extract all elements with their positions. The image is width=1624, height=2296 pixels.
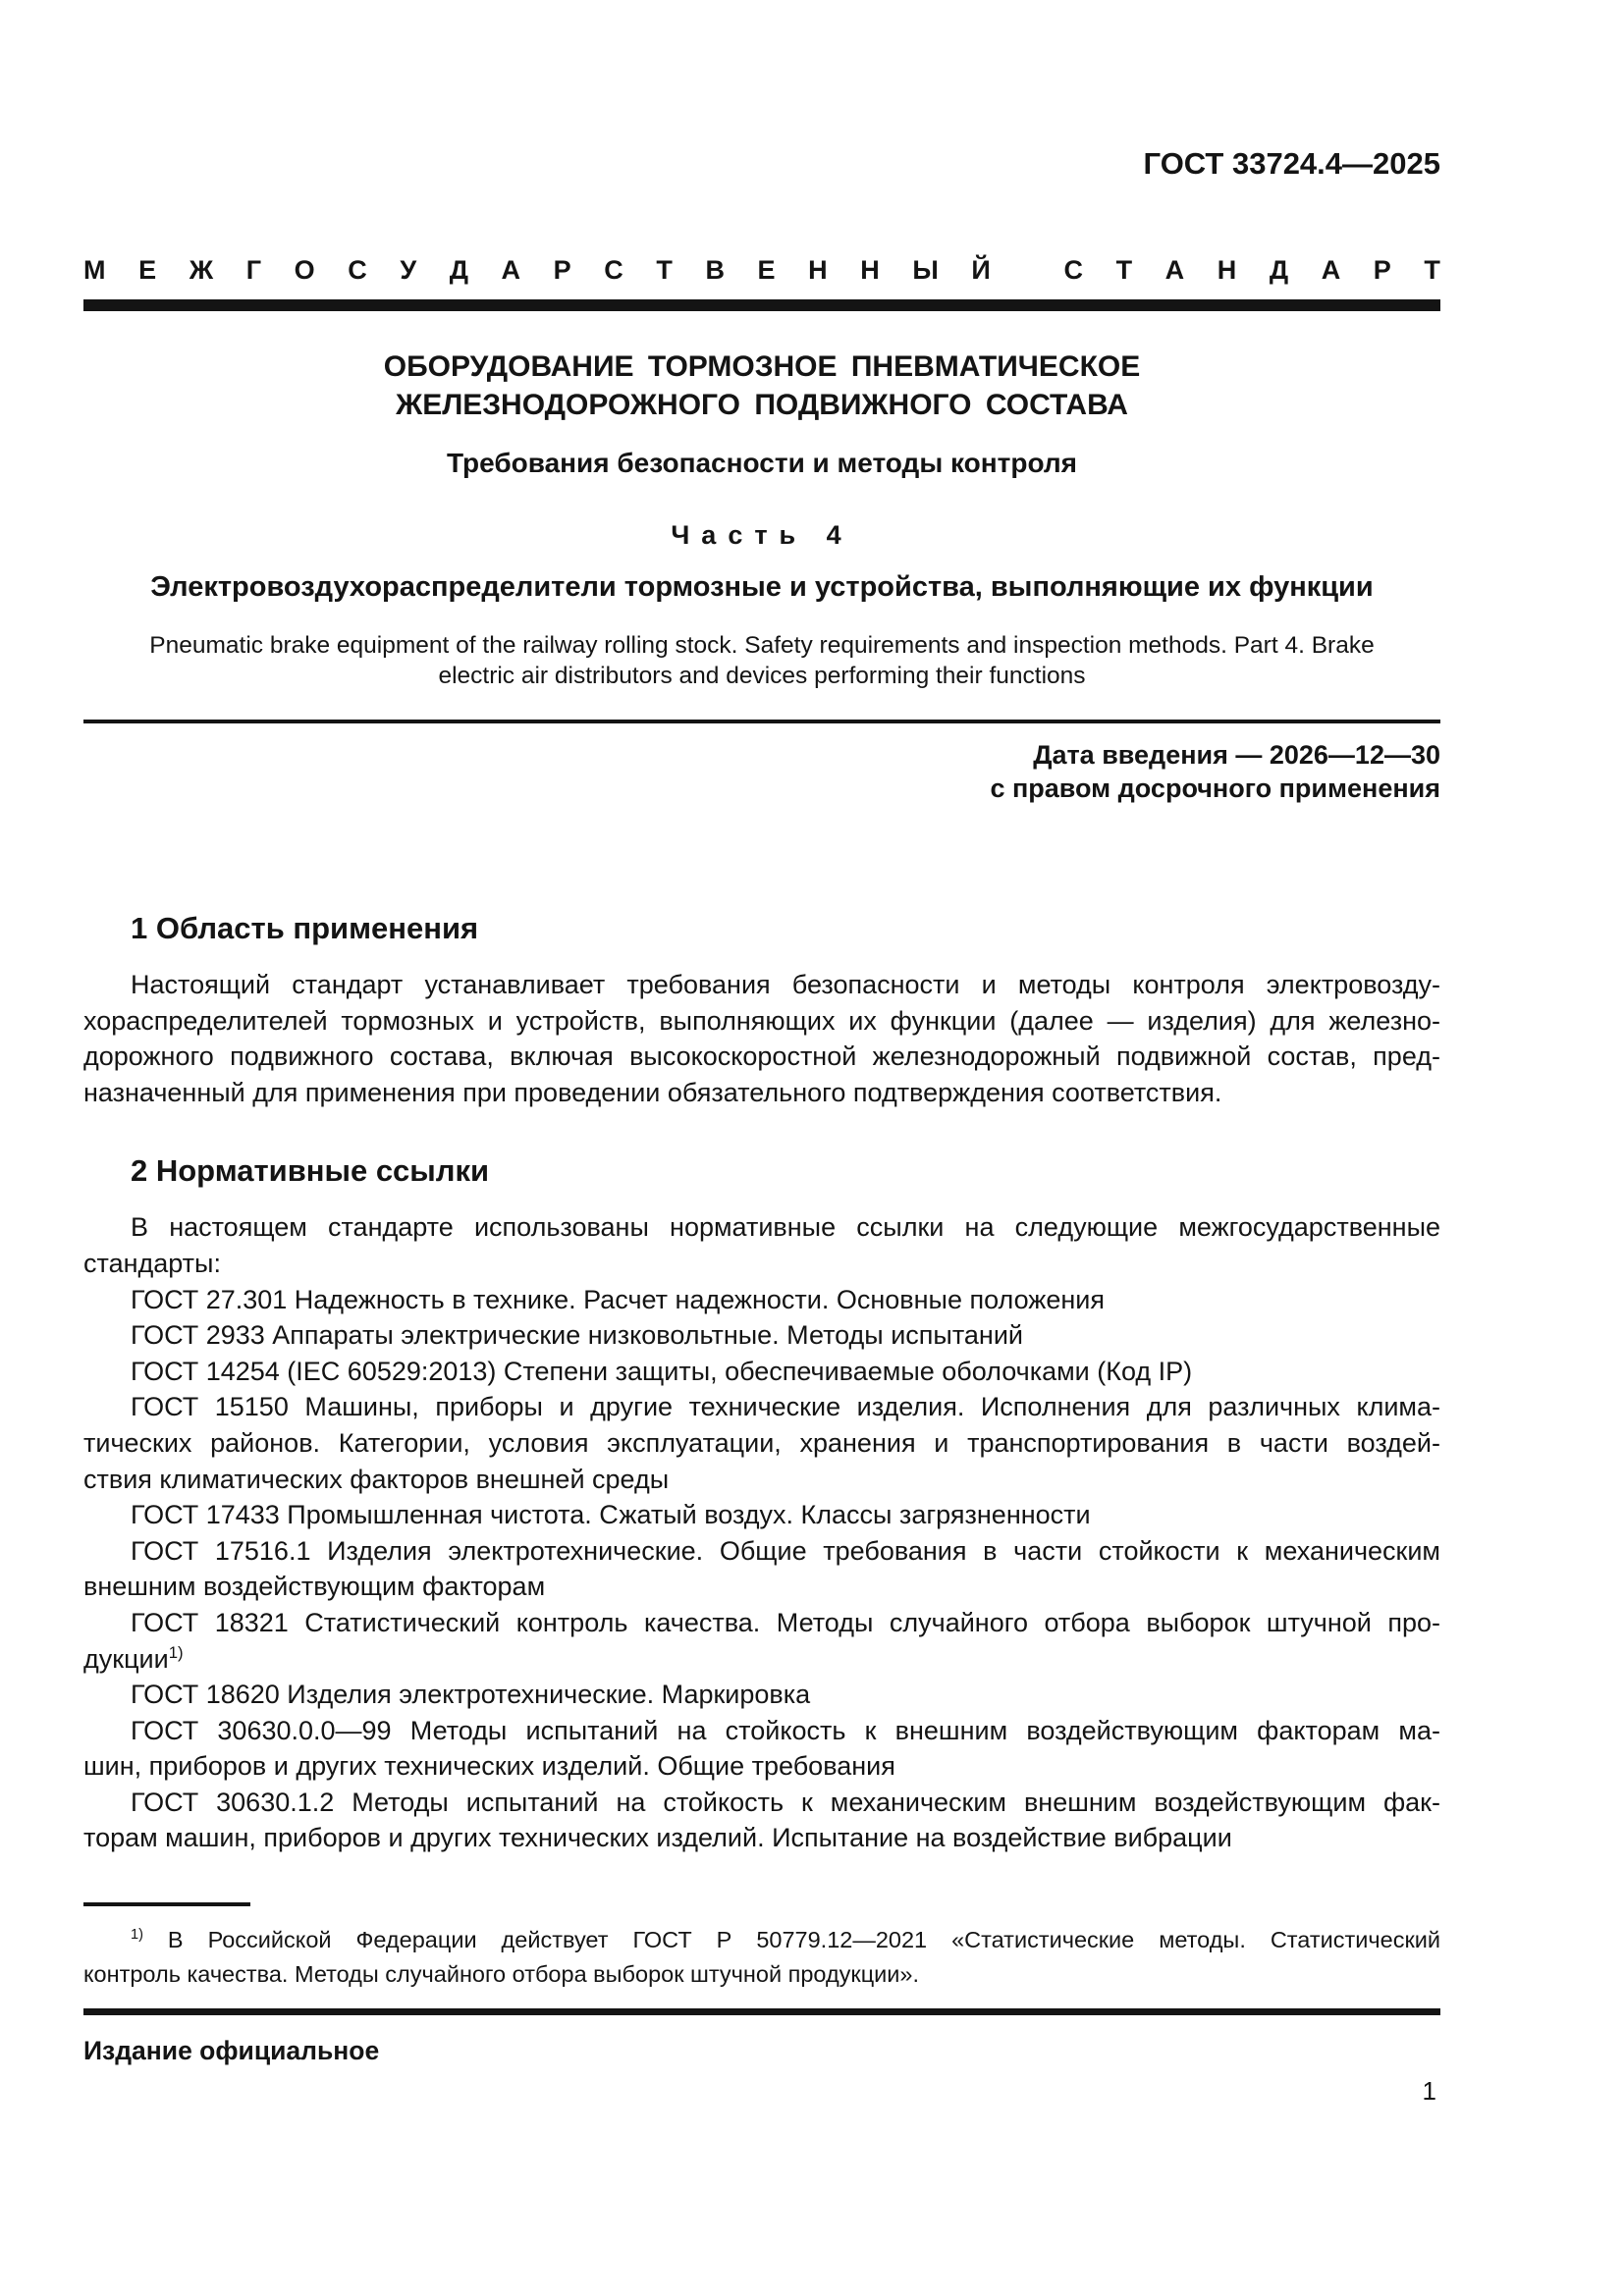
text-line: ГОСТ 14254 (IEC 60529:2013) Степени защиты, обеспечиваемые оболочками (Код IP) [131, 1356, 1193, 1386]
section-scope [83, 911, 1440, 1110]
title-line-1: ОБОРУДОВАНИЕ ТОРМОЗНОЕ ПНЕВМАТИЧЕСКОЕ [383, 350, 1141, 383]
section-1-body [83, 967, 1440, 1110]
text-line: ГОСТ 2933 Аппараты электрические низковольтные. Методы испытаний [131, 1320, 1023, 1351]
title-russian [83, 347, 1440, 424]
text-line: ГОСТ 18321 Статистический контроль качества. Методы случайного отбора выборок штучной про- [131, 1607, 1440, 1637]
text-line: ствия климатических факторов внешней среды [83, 1464, 670, 1494]
text-line: ГОСТ 18620 Изделия электротехнические. Маркировка [131, 1680, 811, 1710]
text-line: торам машин, приборов и других технических изделий. Испытание на воздействие вибрации [83, 1823, 1232, 1853]
banner-rule [83, 299, 1440, 311]
effective-date [83, 738, 1440, 805]
page-content [83, 0, 1440, 2106]
text-line: контроль качества. Методы случайного отбора выборок штучной продукции». [83, 1961, 920, 1988]
text-line: шин, приборов и других технических изделий. Общие требования [83, 1751, 895, 1782]
section-2-body [83, 1209, 1440, 1856]
footer-rule [83, 2008, 1440, 2015]
title-line-2: ЖЕЛЕЗНОДОРОЖНОГО ПОДВИЖНОГО СОСТАВА [396, 389, 1128, 421]
footnote-separator-rule [83, 1902, 250, 1906]
text-line: назначенный для применения при проведении обязательного подтверждения соответствия. [83, 1077, 1222, 1107]
title-english [83, 630, 1440, 691]
text-line: стандарты: [83, 1248, 221, 1278]
section-1-heading: 1 Область применения [131, 911, 479, 945]
section-normative-references [83, 1153, 1440, 1856]
text-line: ГОСТ 27.301 Надежность в технике. Расчет надежности. Основные положения [131, 1284, 1105, 1314]
document-code: ГОСТ 33724.4—2025 [1143, 146, 1440, 181]
text-line: внешним воздействующим факторам [83, 1572, 546, 1602]
footnote-marker: 1) [168, 1642, 184, 1662]
page-number: 1 [1422, 2076, 1436, 2107]
text-line: дукции$^{1)}$ [83, 1642, 184, 1674]
title-english-line-1: Pneumatic brake equipment of the railway rolling stock. Safety requirements and inspection methods. Part 4. Brake [149, 632, 1375, 659]
text-line: Настоящий стандарт устанавливает требования безопасности и методы контроля электровозду- [131, 970, 1440, 999]
text-line: В настоящем стандарте использованы нормативные ссылки на следующие межгосударственные [131, 1212, 1440, 1243]
text-line: дорожного подвижного состава, включая высокоскоростной железнодорожный подвижной состав, пред- [83, 1041, 1440, 1072]
text-line: хораспределителей тормозных и устройств, выполняющих их функции (далее — изделия) для железно- [83, 1005, 1440, 1036]
effective-date-line-1: Дата введения — 2026—12—30 [1033, 740, 1440, 770]
text-line: ГОСТ 17433 Промышленная чистота. Сжатый воздух. Классы загрязненности [131, 1500, 1091, 1530]
section-2-heading: 2 Нормативные ссылки [131, 1153, 490, 1189]
text-line: ГОСТ 30630.1.2 Методы испытаний на стойкость к механическим внешним воздействующим фак- [131, 1787, 1440, 1817]
subtitle-russian: Требования безопасности и методы контроля [446, 448, 1078, 478]
footnote-marker: 1) [131, 1927, 143, 1944]
text-line: тических районов. Категории, условия эксплуатации, хранения и транспортирования в части воздей- [83, 1427, 1440, 1458]
part-label: Часть 4 [671, 520, 853, 550]
edition-note: Издание официальное [83, 2036, 380, 2066]
text-line: ГОСТ 17516.1 Изделия электротехнические. Общие требования в части стойкости к механическим [131, 1535, 1440, 1566]
text-line: ГОСТ 30630.0.0—99 Методы испытаний на стойкость к внешним воздействующим факторам ма- [131, 1715, 1440, 1745]
part-title: Электровоздухораспределители тормозные и устройства, выполняющие их функции [150, 571, 1374, 603]
title-separator-rule [83, 720, 1440, 723]
effective-date-line-2: с правом досрочного применения [990, 774, 1440, 803]
standard-type-banner: М Е Ж Г О С У Д А Р С Т В Е Н Н Ы Й С Т А Н Д А Р Т [83, 255, 1440, 285]
title-english-line-2: electric air distributors and devices performing their functions [438, 663, 1086, 689]
footnote [83, 1923, 1440, 1992]
text-line: ГОСТ 15150 Машины, приборы и другие технические изделия. Исполнения для различных клима- [131, 1392, 1440, 1422]
text-line: $^{1)}$ В Российской Федерации действует ГОСТ Р 50779.12—2021 «Статистические методы. Статистический [131, 1927, 1440, 1953]
